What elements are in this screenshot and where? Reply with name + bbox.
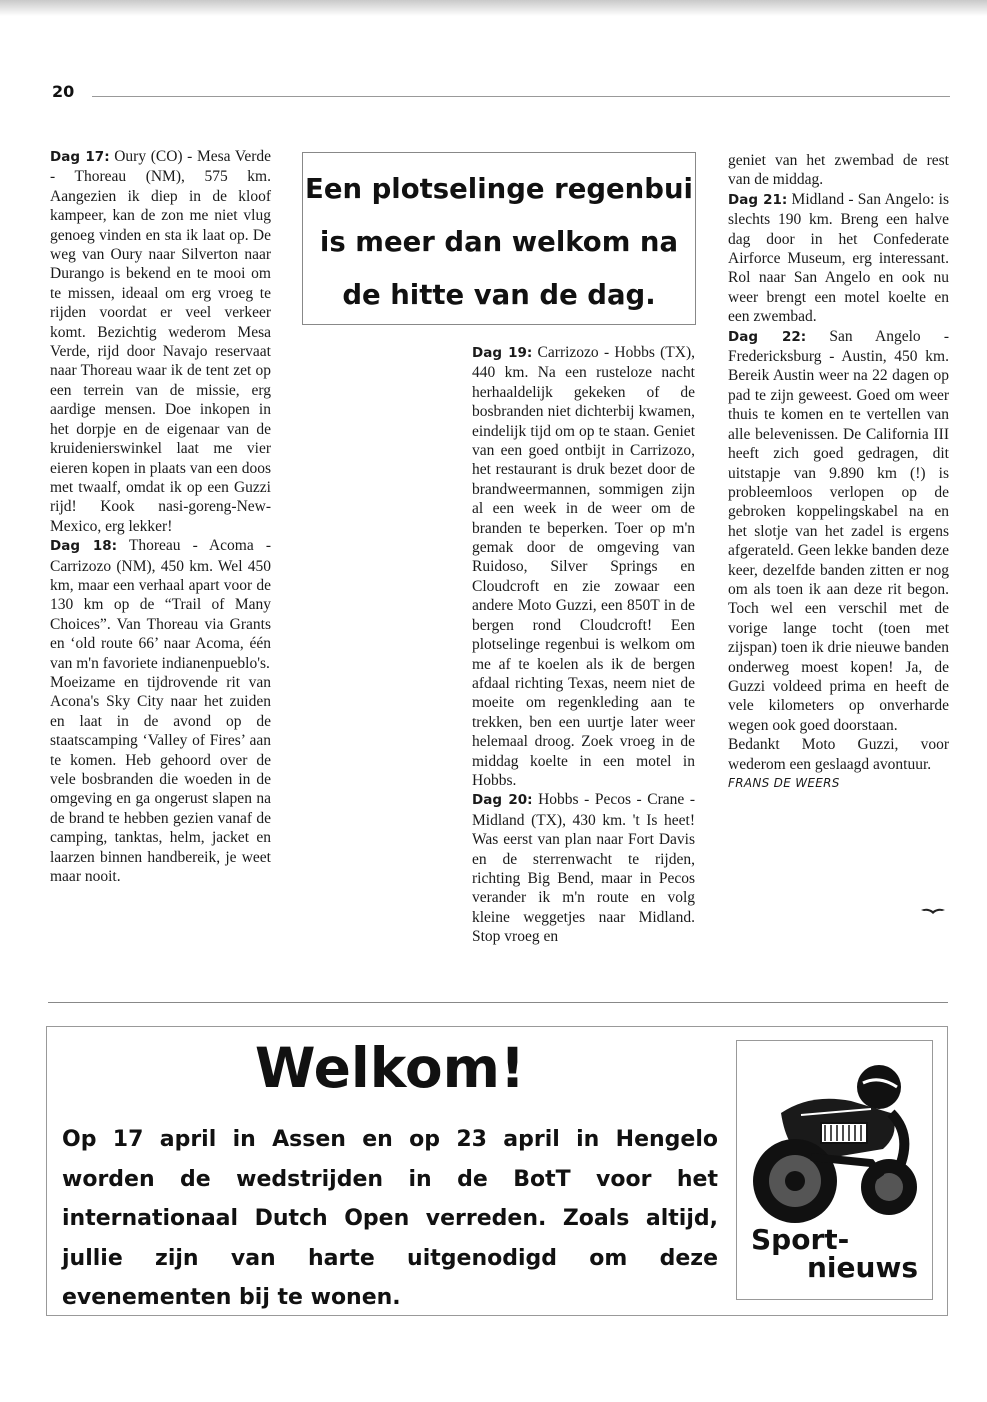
entry-dag-22 — [728, 327, 949, 736]
column-middle — [472, 343, 695, 947]
column-left — [50, 147, 271, 886]
page-number: 20 — [52, 82, 75, 101]
entry-text: Hobbs - Pecos - Crane - Midland (TX), 430 km. 't Is heet! Was eerst van plan naar Fort Davis en de sterrenwacht te rijden, richting Big Bend, maar in Pecos verander ik m'n route en volg kleine weggetjes naar Midland. Stop vroeg en — [472, 791, 695, 946]
entry-text: San Angelo - Fredericksburg - Austin, 450 km. Bereik Austin weer na 22 dagen op pad te zijn geweest. Goed om weer thuis te komen en te vertellen van alle belevenissen. De California III heeft zich goed gedragen, dit uitstapje van 9.890 km (!) is probleemloos verlopen op de gebroken koppelingskabel na en het slotje van het zadel is ergens afgerateld. Geen lekke banden deze keer, dezelfde banden zitten er nog om als toen ik aan deze rit begon. Toch wel een verschil met de vorige lange tocht (toen met zijspan) toen ik drie nieuwe banden onderweg moest kopen! Ja, de Guzzi voldeed prima en heeft de vele kilometers op onverharde wegen ook goed doorstaan. — [728, 327, 949, 734]
entry-dag-18 — [50, 536, 271, 673]
sportnieuws-logo — [736, 1040, 933, 1300]
entry-dag-21 — [728, 190, 949, 327]
entry-paragraph: Moeizame en tijdrovende rit van Acona's Sky City naar het zuiden en laat in de avond op de staatscamping ‘Valley of Fires’ aan te komen. Heb gehoord over de vele bosbranden die woeden in de omgeving en ga ongerust slapen na de brand te hebben gezien vanaf de camping, tanktas, helm, jacket en laarzen binnen handbereik, je weet maar nooit. — [50, 673, 271, 886]
entry-continuation: geniet van het zwembad de rest van de middag. — [728, 152, 949, 189]
entry-dag-19 — [472, 343, 695, 790]
entry-dag-20 — [472, 790, 695, 946]
pull-quote-line: de hitte van de dag. — [342, 279, 656, 311]
announcement-text: Op 17 april in Assen en op 23 april in Hengelo worden de wedstrijden in de BotT voor het internationaal Dutch Open verreden. Zoals altijd, jullie zijn van harte uitgenodigd om deze evenementen bij te wonen. — [62, 1127, 718, 1311]
entry-dag-17 — [50, 147, 271, 536]
entry-text: Oury (CO) - Mesa Verde - Thoreau (NM), 575 km. Aangezien ik diep in de kloof kampeer, kan de zon me niet vlug genoeg vinden en sta ik laat op. De weg van Oury naar Silverton naar Durango is bekend en te mooi om te missen, ideaal om erg vroeg te rijden voordat er veel verkeer komt. Bezichtig wederom Mesa Verde, rijd door Navajo reservaat naar Thoreau waar ik de tent zet op een terrein van de missie, erg aardige mensen. Doe inkopen in het dorpje en de eigenaar van de kruidenierswinkel laat me vier eieren kopen in plaats van een doos met twaalf, omdat ik op een Guzzi rijd! Kook nasi-goreng-New-Mexico, erg lekker! — [50, 148, 271, 535]
pull-quote-text — [303, 163, 695, 322]
motorcycle-racer-icon — [751, 1053, 921, 1231]
entry-text: Midland - San Angelo: is slechts 190 km. Breng een halve dag door in het Confederate Airforce Museum, erg interessant. Rol naar San Angelo en ook nu weer brengt een motel koelte en een zwembad. — [728, 190, 949, 326]
scan-edge — [0, 0, 987, 16]
entry-text: Carrizozo - Hobbs (TX), 440 km. Na een rusteloze nacht herhaaldelijk gekeken of de bosbranden niet dichterbij kwamen, eindelijk tijd om op te staan. Geniet van een goed ontbijt in Carrizozo, het restaurant is druk bezet door de brandweermannen, sommigen zijn al een week in de weer om de branden te beperken. Toer op m'n gemak door de omgeving van Ruidoso, Silver Springs en Cloudcroft en zie zowaar een andere Moto Guzzi, een 850T in de bergen rond Cloudcroft! Een plotselinge regenbui is welkom om me af te koelen als ik de bergen afdaal richting Texas, neem niet de moeite om regenkleding aan te trekken, ben een uurtje later weer helemaal droog. Zoek vroeg in de middag koelte in een motel in Hobbs. — [472, 344, 695, 789]
header-rule — [92, 96, 950, 97]
pull-quote-line: is meer dan welkom na — [319, 226, 679, 258]
entry-heading: Dag 18: — [50, 538, 118, 555]
section-divider — [48, 1002, 948, 1003]
pull-quote-line: Een plotselinge regenbui — [305, 173, 693, 205]
end-mark-icon — [920, 906, 946, 916]
entry-heading: Dag 20: — [472, 792, 533, 809]
entry-text: Thoreau - Acoma - Carrizozo (NM), 450 km. Wel 450 km, maar een verhaal apart voor de 130 km op de “Trail of Many Choices”. Van Thoreau via Grants en ‘old route 66’ naar Acoma, één van m'n favoriete indianenpueblo's. — [50, 537, 271, 672]
entry-heading: Dag 17: — [50, 149, 110, 165]
entry-heading: Dag 22: — [728, 328, 807, 345]
logo-text-line2: nieuws — [807, 1251, 918, 1284]
logo-text-line1: Sport- — [751, 1223, 850, 1256]
closing-thanks: Bedankt Moto Guzzi, voor wederom een geslaagd avontuur. — [728, 736, 949, 773]
author-byline: FRANS DE WEERS — [728, 776, 840, 790]
announcement-title: Welkom! — [254, 1036, 526, 1100]
pull-quote — [302, 152, 696, 325]
entry-heading: Dag 21: — [728, 191, 788, 208]
entry-heading: Dag 19: — [472, 345, 533, 361]
column-right — [728, 151, 949, 793]
